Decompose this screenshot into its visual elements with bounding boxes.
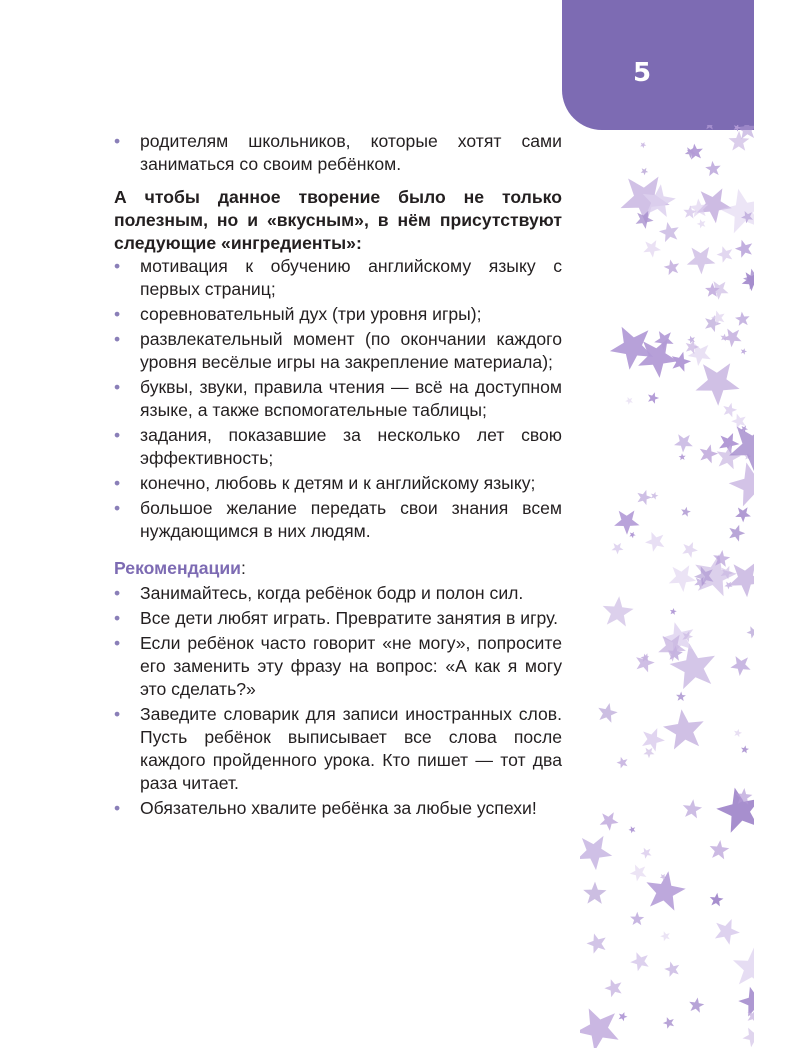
star-icon <box>583 882 606 904</box>
star-icon <box>651 492 659 500</box>
star-icon <box>664 260 679 276</box>
list-item: • Занимайтесь, когда ребёнок бодр и полон сил. <box>114 583 524 603</box>
star-icon <box>720 189 754 233</box>
star-icon <box>637 490 652 505</box>
star-icon <box>630 912 644 926</box>
star-icon <box>629 532 635 539</box>
list-item: • задания, показавшие за несколько лет свою эффективность; <box>114 425 562 468</box>
star-icon <box>676 692 686 702</box>
star-decoration <box>580 125 754 1048</box>
list-item: • конечно, любовь к детям и к английскому языку; <box>114 473 536 493</box>
bullet-icon: • <box>114 633 121 653</box>
star-icon <box>729 463 754 507</box>
star-icon <box>735 240 752 258</box>
star-icon <box>723 403 737 417</box>
star-icon <box>664 962 679 977</box>
star-icon <box>741 745 749 753</box>
star-icon <box>580 836 612 870</box>
audience-list <box>114 130 562 176</box>
bullet-icon: • <box>114 473 121 493</box>
bullet-icon: • <box>114 498 121 518</box>
star-icon <box>700 444 718 463</box>
star-icon <box>705 161 721 176</box>
star-icon <box>743 1028 755 1048</box>
star-icon <box>642 728 665 751</box>
list-item: • Все дети любят играть. Превратите занятия в игру. <box>114 608 559 628</box>
list-item: • большое желание передать свои знания всем нуждающимся в них людям. <box>114 498 562 541</box>
page-body <box>114 130 562 822</box>
star-icon <box>687 144 703 160</box>
star-icon <box>674 434 693 452</box>
star-icon <box>734 729 742 737</box>
star-icon <box>743 269 754 290</box>
star-icon <box>716 788 754 833</box>
star-icon <box>663 709 704 749</box>
star-icon <box>672 352 691 372</box>
list-item: • Заведите словарик для записи иностранных слов. Пусть ребёнок выписывает все слова после каждого пройденного урока. Кто пишет — тот два раза читает. <box>114 704 562 793</box>
star-icon <box>643 748 654 759</box>
bullet-icon: • <box>114 425 121 445</box>
star-icon <box>689 998 704 1013</box>
star-icon <box>696 363 740 405</box>
star-icon <box>747 626 755 638</box>
star-icon <box>728 563 754 598</box>
star-icon <box>670 608 677 615</box>
bullet-icon: • <box>114 377 121 397</box>
star-icon <box>619 1012 628 1021</box>
star-icon <box>682 542 698 558</box>
star-icon <box>710 840 730 859</box>
star-icon <box>645 532 664 552</box>
star-icon <box>587 934 606 954</box>
star-icon <box>731 414 746 429</box>
list-item: • соревновательный дух (три уровня игры); <box>114 304 482 324</box>
star-icon <box>643 240 661 258</box>
star-icon <box>741 348 747 355</box>
recommendations-list <box>114 582 562 820</box>
star-icon <box>663 1017 674 1029</box>
star-icon <box>717 246 733 263</box>
star-icon <box>641 848 652 859</box>
bullet-icon: • <box>114 304 121 324</box>
ingredients-list <box>114 255 562 543</box>
star-icon <box>679 453 686 460</box>
star-icon <box>612 543 624 555</box>
bullet-icon: • <box>114 704 121 724</box>
star-icon <box>660 931 670 941</box>
star-icon <box>735 507 751 522</box>
page-number: 5 <box>632 58 652 88</box>
star-icon <box>617 757 628 769</box>
star-icon <box>735 312 750 326</box>
star-icon <box>629 826 636 833</box>
star-icon <box>683 799 702 818</box>
star-icon <box>614 511 639 535</box>
bullet-icon: • <box>114 608 121 628</box>
star-icon <box>598 703 617 723</box>
star-icon <box>646 871 685 910</box>
star-icon <box>738 987 754 1017</box>
star-icon <box>723 329 742 348</box>
star-icon <box>625 397 633 405</box>
star-icon <box>640 142 646 148</box>
star-icon <box>733 947 754 986</box>
star-icon <box>730 656 750 676</box>
list-item: • развлекательный момент (по окончании каждого уровня весёлые игры на закрепление материала); <box>114 329 562 372</box>
bullet-icon: • <box>114 131 121 151</box>
list-item: • Если ребёнок часто говорит «не могу», попросите его заменить эту фразу на вопрос: «А как я могу это сделать?» <box>114 633 562 699</box>
bullet-icon: • <box>114 798 121 818</box>
star-icon <box>697 219 706 228</box>
star-icon <box>705 125 716 130</box>
star-icon <box>603 596 634 626</box>
star-icon <box>630 952 649 971</box>
star-icon <box>604 979 621 997</box>
list-item: • родителям школьников, которые хотят сами заниматься со своим ребёнком. <box>114 131 562 174</box>
star-icon <box>648 392 659 404</box>
star-icon <box>681 507 691 517</box>
star-icon <box>580 1008 619 1048</box>
bullet-icon: • <box>114 583 121 603</box>
recommendations-heading: Рекомендации: <box>114 558 246 578</box>
bullet-icon: • <box>114 329 121 349</box>
ingredients-intro: А чтобы данное творение было не только полезным, но и «вкусным», в нём присутствуют следующие «ингредиенты»: <box>114 187 562 253</box>
star-icon <box>600 812 619 830</box>
star-icon <box>641 168 649 175</box>
star-icon <box>687 247 716 275</box>
bullet-icon: • <box>114 256 121 276</box>
star-icon <box>638 339 678 378</box>
star-icon <box>659 222 679 242</box>
star-icon <box>669 565 696 592</box>
star-icon <box>715 919 740 945</box>
list-item: • Обязательно хвалите ребёнка за любые успехи! <box>114 798 537 818</box>
star-icon <box>710 893 724 907</box>
star-icon <box>729 525 745 542</box>
list-item: • мотивация к обучению английскому языку с первых страниц; <box>114 256 562 299</box>
list-item: • буквы, звуки, правила чтения — всё на доступном языке, а также вспомогательные таблицы; <box>114 377 562 420</box>
star-icon <box>630 865 647 882</box>
